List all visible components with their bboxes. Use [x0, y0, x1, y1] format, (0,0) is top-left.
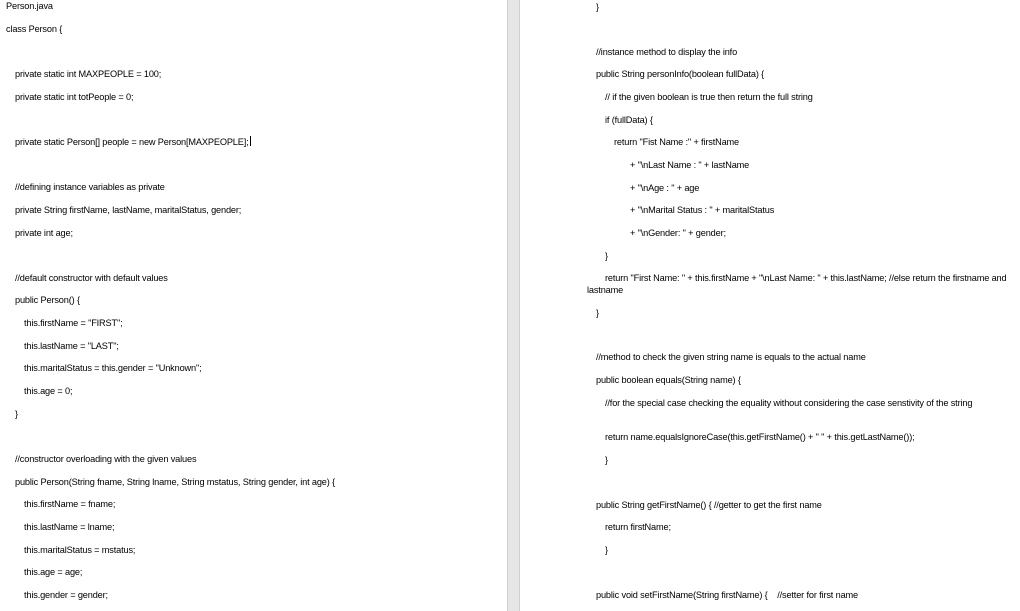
code-line: + "\nAge : " + age — [630, 183, 700, 193]
code-line: this.maritalStatus = mstatus; — [24, 545, 136, 555]
code-line: private static int MAXPEOPLE = 100; — [15, 69, 162, 79]
code-line: + "\nGender: " + gender; — [630, 228, 726, 238]
code-comment: //method to check the given string name is equals to the actual name — [596, 352, 866, 362]
code-comment: //constructor overloading with the given values — [15, 454, 197, 464]
code-line: } — [596, 2, 599, 12]
code-line: private int age; — [15, 228, 73, 238]
code-line: class Person { — [6, 24, 63, 34]
code-line: return firstName; — [605, 522, 671, 532]
code-comment: //defining instance variables as private — [15, 182, 165, 192]
code-line: } — [605, 251, 608, 261]
code-line: this.lastName = "LAST"; — [24, 341, 119, 351]
code-comment: //instance method to display the info — [596, 47, 738, 57]
code-line: return name.equalsIgnoreCase(this.getFirstName() + " " + this.getLastName()); — [605, 432, 915, 442]
text-cursor — [250, 136, 251, 146]
code-line-text: private static Person[] people = new Person[MAXPEOPLE]; — [15, 137, 249, 147]
code-comment: // if the given boolean is true then return the full string — [605, 92, 813, 102]
code-line: } — [596, 308, 599, 318]
code-line: } — [15, 409, 18, 419]
page-gutter — [507, 0, 520, 611]
code-line: } — [605, 455, 608, 465]
code-line: return "Fist Name :" + firstName — [614, 137, 740, 147]
code-line: this.lastName = lname; — [24, 522, 115, 532]
code-line: } — [605, 545, 608, 555]
code-line: public void setFirstName(String firstName) { //setter for first name — [596, 590, 858, 600]
code-line-with-cursor — [15, 136, 251, 148]
code-line: + "\nMarital Status : " + maritalStatus — [630, 205, 775, 215]
code-line: private String firstName, lastName, maritalStatus, gender; — [15, 205, 242, 215]
document-page-right[interactable] — [520, 0, 1020, 611]
code-line-wrapped: return "First Name: " + this.firstName + "\nLast Name: " + this.lastName; //else return the firstname and lastname — [587, 273, 1007, 295]
document-page-left[interactable] — [0, 0, 507, 611]
code-line: public boolean equals(String name) { — [596, 375, 741, 385]
code-line: this.age = 0; — [24, 386, 73, 396]
code-line: this.maritalStatus = this.gender = "Unknown"; — [24, 363, 202, 373]
file-name: Person.java — [6, 1, 53, 11]
code-line: + "\nLast Name : " + lastName — [630, 160, 750, 170]
code-line: if (fullData) { — [605, 115, 653, 125]
code-line: this.gender = gender; — [24, 590, 108, 600]
code-line: public String getFirstName() { //getter to get the first name — [596, 500, 822, 510]
code-line: private static int totPeople = 0; — [15, 92, 134, 102]
code-line: public String personInfo(boolean fullData) { — [596, 69, 765, 79]
code-line: this.firstName = fname; — [24, 499, 116, 509]
code-line: this.age = age; — [24, 567, 83, 577]
code-comment-wrapped: //for the special case checking the equality without considering the case senstivity of the string — [605, 398, 973, 408]
code-line: public Person() { — [15, 295, 80, 305]
code-line: this.firstName = "FIRST"; — [24, 318, 123, 328]
code-line: public Person(String fname, String lname, String mstatus, String gender, int age) { — [15, 477, 336, 487]
code-comment: //default constructor with default values — [15, 273, 168, 283]
